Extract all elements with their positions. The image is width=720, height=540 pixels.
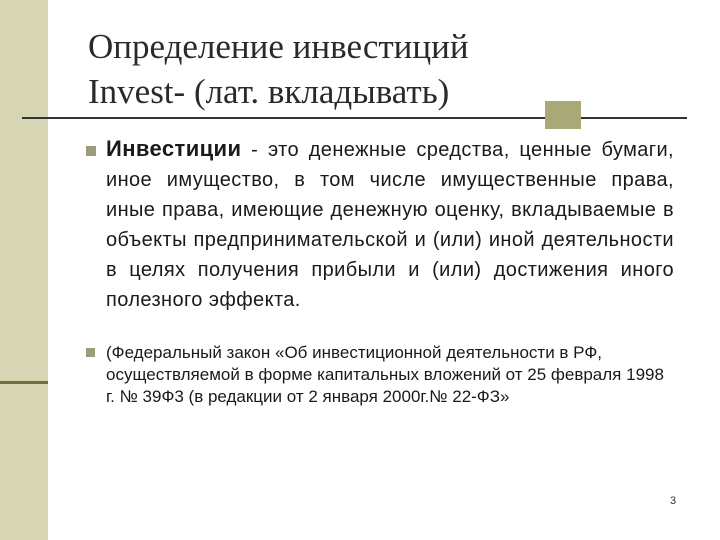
square-bullet-icon bbox=[86, 348, 95, 357]
title-underline bbox=[22, 117, 687, 119]
definition-paragraph bbox=[106, 134, 674, 315]
title-line-2: Invest- (лат. вкладывать) bbox=[88, 72, 450, 111]
left-band-accent-line bbox=[0, 381, 48, 384]
left-decorative-band bbox=[0, 0, 48, 540]
title-decorative-square bbox=[545, 101, 581, 129]
square-bullet-icon bbox=[86, 146, 96, 156]
page-number: 3 bbox=[670, 495, 677, 507]
definition-text: - это денежные средства, ценные бумаги, иное имущество, в том числе имущественные права, иные права, имеющие денежную оценку, вкладываемые в объекты предпринимательской и (или) иной деятельности в целях получения прибыли и (или) достижения иного полезного эффекта. bbox=[106, 139, 674, 311]
title-line-1: Определение инвестиций bbox=[88, 27, 469, 66]
definition-term: Инвестиции bbox=[106, 136, 242, 161]
law-reference-paragraph: (Федеральный закон «Об инвестиционной деятельности в РФ, осуществляемой в форме капитальных вложений от 25 февраля 1998 г. № 39Ф3 (в редакции от 2 января 2000г.№ 22-ФЗ» bbox=[106, 343, 664, 406]
slide-title bbox=[88, 24, 469, 114]
